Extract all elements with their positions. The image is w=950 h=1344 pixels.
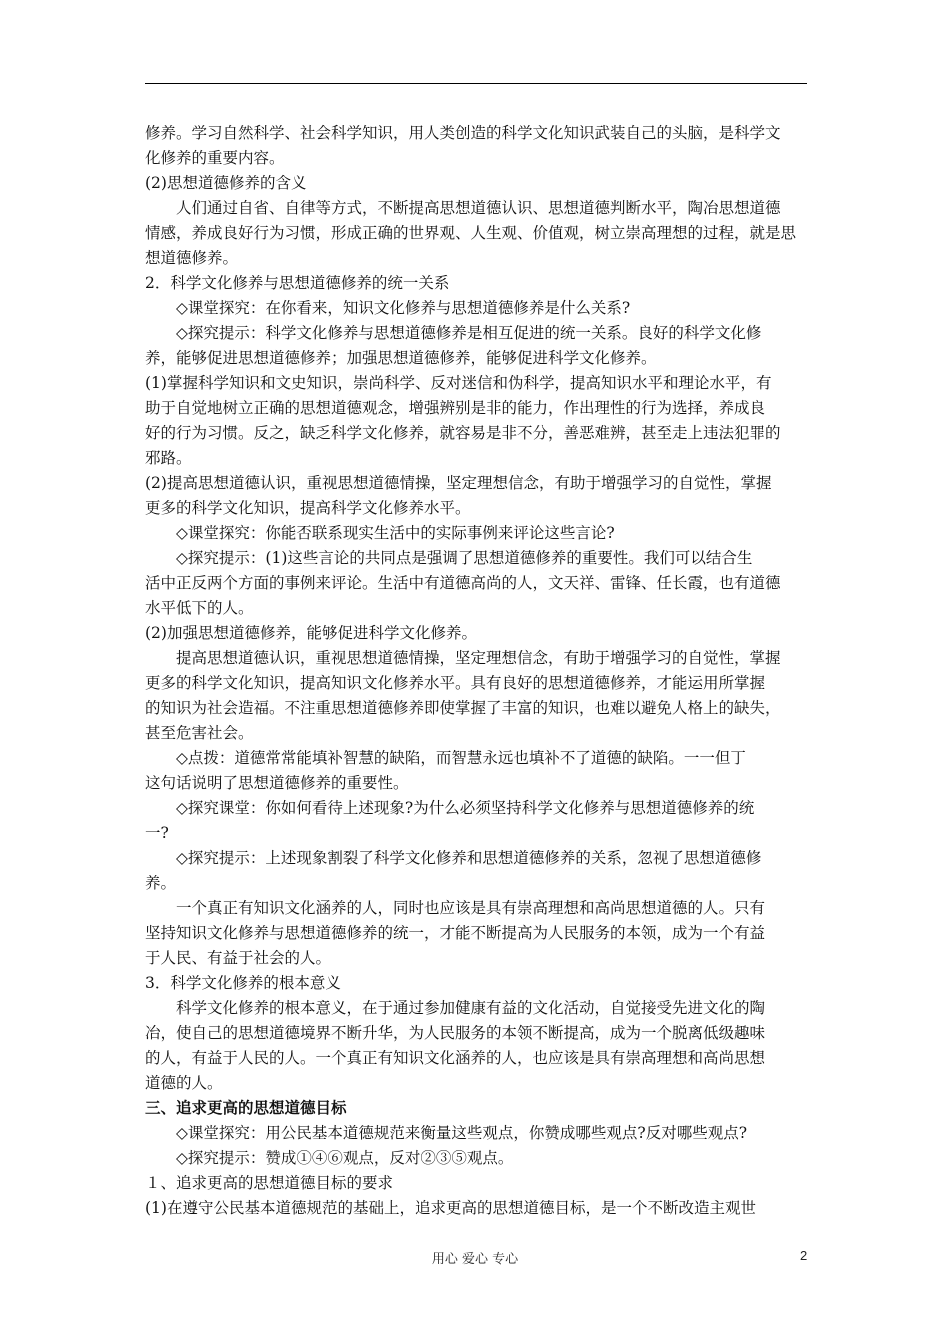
text-line: (2)加强思想道德修养，能够促进科学文化修养。: [145, 624, 477, 642]
text-line: 人们通过自省、自律等方式，不断提高思想道德认识、思想道德判断水平，陶冶思想道德: [176, 199, 781, 217]
text-line: 科学文化修养的根本意义，在于通过参加健康有益的文化活动，自觉接受先进文化的陶: [176, 999, 766, 1017]
text-line: 更多的科学文化知识，提高科学文化修养水平。: [145, 499, 471, 517]
document-body: [145, 121, 807, 1221]
text-line: (2)思想道德修养的含义: [145, 174, 307, 192]
text-line: ◇课堂探究：在你看来，知识文化修养与思想道德修养是什么关系?: [176, 299, 631, 317]
text-line: (1)掌握科学知识和文史知识，崇尚科学、反对迷信和伪科学，提高知识水平和理论水平，有: [145, 374, 772, 392]
text-line: 化修养的重要内容。: [145, 149, 285, 167]
text-line: 活中正反两个方面的事例来评论。生活中有道德高尚的人，文天祥、雷锋、任长霞，也有道德: [145, 574, 781, 592]
text-line: 想道德修养。: [145, 249, 239, 267]
text-line: ◇课堂探究：你能否联系现实生活中的实际事例来评论这些言论?: [176, 524, 615, 542]
text-line: 2．科学文化修养与思想道德修养的统一关系: [145, 274, 450, 292]
footer-slogan: 用心 爱心 专心: [431, 1252, 519, 1267]
text-line: (1)在遵守公民基本道德规范的基础上，追求更高的思想道德目标，是一个不断改造主观世: [145, 1199, 756, 1217]
text-line: 养。: [145, 874, 177, 892]
text-line: 提高思想道德认识，重视思想道德情操，坚定理想信念，有助于增强学习的自觉性，掌握: [176, 649, 781, 667]
text-line: ◇点拨：道德常常能填补智慧的缺陷，而智慧永远也填补不了道德的缺陷。一一但丁: [176, 749, 746, 767]
section-heading: 三、追求更高的思想道德目标: [145, 1099, 347, 1117]
text-line: 甚至危害社会。: [145, 724, 254, 742]
text-line: 于人民、有益于社会的人。: [145, 949, 332, 967]
text-line: ◇探究提示：(1)这些言论的共同点是强调了思想道德修养的重要性。我们可以结合生: [176, 549, 753, 567]
text-line: 3．科学文化修养的根本意义: [145, 974, 341, 992]
text-line: 一个真正有知识文化涵养的人，同时也应该是具有崇高理想和高尚思想道德的人。只有: [176, 899, 766, 917]
text-line: 的知识为社会造福。不注重思想道德修养即使掌握了丰富的知识，也难以避免人格上的缺失，: [145, 699, 781, 717]
text-line: 的人，有益于人民的人。一个真正有知识文化涵养的人，也应该是具有崇高理想和高尚思想: [145, 1049, 766, 1067]
page-number: 2: [800, 1248, 808, 1263]
text-line: 冶，使自己的思想道德境界不断升华，为人民服务的本领不断提高，成为一个脱离低级趣味: [145, 1024, 766, 1042]
text-line: １、追求更高的思想道德目标的要求: [145, 1174, 394, 1192]
text-line: 一?: [145, 824, 169, 842]
text-line: ◇探究提示：赞成①④⑥观点，反对②③⑤观点。: [176, 1149, 514, 1167]
text-line: 助于自觉地树立正确的思想道德观念，增强辨别是非的能力，作出理性的行为选择，养成良: [145, 399, 766, 417]
text-line: 水平低下的人。: [145, 599, 254, 617]
text-line: ◇探究提示：上述现象割裂了科学文化修养和思想道德修养的关系，忽视了思想道德修: [176, 849, 762, 867]
text-line: 修养。学习自然科学、社会科学知识，用人类创造的科学文化知识武装自己的头脑，是科学文: [145, 124, 781, 142]
text-line: 更多的科学文化知识，提高知识文化修养水平。具有良好的思想道德修养，才能运用所掌握: [145, 674, 766, 692]
text-line: 好的行为习惯。反之，缺乏科学文化修养，就容易是非不分，善恶难辨，甚至走上违法犯罪的: [145, 424, 781, 442]
text-line: 情感，养成良好行为习惯，形成正确的世界观、人生观、价值观，树立崇高理想的过程，就是思: [145, 224, 797, 242]
text-line: 坚持知识文化修养与思想道德修养的统一，才能不断提高为人民服务的本领，成为一个有益: [145, 924, 766, 942]
text-line: 这句话说明了思想道德修养的重要性。: [145, 774, 409, 792]
text-line: 道德的人。: [145, 1074, 223, 1092]
header-rule: [145, 83, 807, 84]
text-line: 邪路。: [145, 449, 192, 467]
text-line: ◇探究提示：科学文化修养与思想道德修养是相互促进的统一关系。良好的科学文化修: [176, 324, 762, 342]
text-line: ◇探究课堂：你如何看待上述现象?为什么必须坚持科学文化修养与思想道德修养的统: [176, 799, 755, 817]
text-line: ◇课堂探究：用公民基本道德规范来衡量这些观点，你赞成哪些观点?反对哪些观点?: [176, 1124, 748, 1142]
text-line: 养，能够促进思想道德修养；加强思想道德修养，能够促进科学文化修养。: [145, 349, 657, 367]
text-line: (2)提高思想道德认识，重视思想道德情操，坚定理想信念，有助于增强学习的自觉性，掌握: [145, 474, 772, 492]
